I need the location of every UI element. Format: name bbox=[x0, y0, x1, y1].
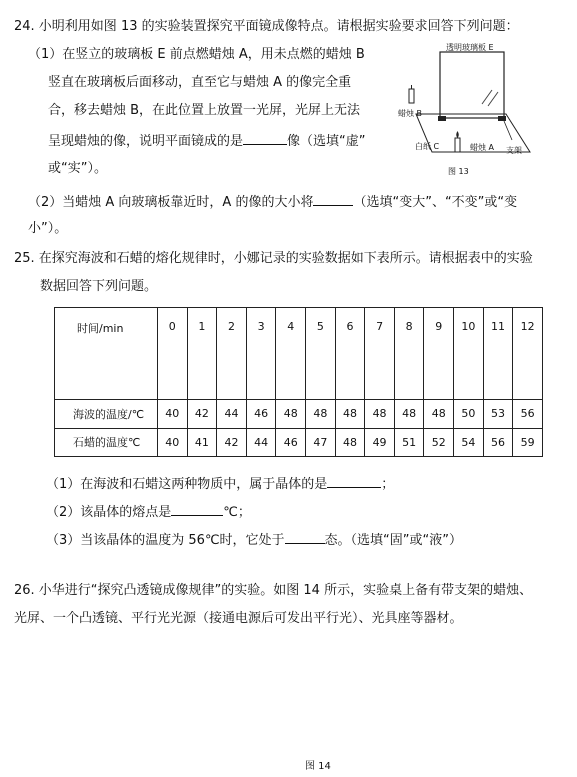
table-header-row bbox=[55, 308, 543, 400]
q25-line2: 数据回答下列问题。 bbox=[40, 279, 158, 294]
answer-blank-melting-point[interactable] bbox=[171, 503, 223, 516]
figure-13 bbox=[398, 42, 548, 182]
temp-cell: 48 bbox=[276, 400, 306, 429]
melting-data-table bbox=[54, 307, 543, 457]
time-cell: 9 bbox=[424, 308, 454, 400]
label-glass-e: 透明玻璃板 E bbox=[446, 43, 494, 52]
candle-a-flame bbox=[456, 131, 459, 138]
temp-cell: 51 bbox=[394, 428, 424, 457]
q25-sub2 bbox=[46, 503, 251, 521]
temp-cell: 48 bbox=[394, 400, 424, 429]
candle-a bbox=[455, 138, 460, 152]
q25-sub1-end: ； bbox=[381, 477, 395, 492]
answer-blank-image-size[interactable] bbox=[313, 193, 353, 206]
time-cell: 11 bbox=[483, 308, 513, 400]
q24-part1-line2: 竖直在玻璃板后面移动，直至它与蜡烛 A 的像完全重 bbox=[48, 75, 352, 90]
temp-cell: 52 bbox=[424, 428, 454, 457]
q25-sub3-text: （3）当该晶体的温度为 56℃时，它处于 bbox=[46, 533, 285, 548]
time-cell: 1 bbox=[187, 308, 217, 400]
temp-cell: 40 bbox=[158, 428, 188, 457]
label-candle-b: 蜡烛 B bbox=[398, 109, 423, 118]
q26-line2: 光屏、一个凸透镜、平行光光源（接通电源后可发出平行光）、光具座等器材。 bbox=[14, 611, 463, 626]
q24-part1-line4-text: 呈现蜡烛的像，说明平面镜成的是 bbox=[48, 134, 244, 149]
temp-cell: 48 bbox=[335, 428, 365, 457]
q24-part2-line2: 小”）。 bbox=[28, 221, 68, 236]
q24-part1-line5: 或“实”）。 bbox=[48, 161, 107, 176]
q25-sub3-end: 态。（选填“固”或“液”） bbox=[324, 533, 462, 548]
temp-cell: 44 bbox=[246, 428, 276, 457]
q24-part2-tail: （选填“变大”、“不变”或“变 bbox=[353, 195, 518, 210]
temp-cell: 56 bbox=[483, 428, 513, 457]
temp-cell: 48 bbox=[335, 400, 365, 429]
q24-part1-line4-tail: 像（选填“虚” bbox=[287, 134, 366, 149]
answer-blank-virtual-real[interactable] bbox=[243, 132, 287, 145]
time-cell: 8 bbox=[394, 308, 424, 400]
temp-cell: 50 bbox=[454, 400, 484, 429]
answer-blank-crystal[interactable] bbox=[327, 475, 381, 488]
q24-part1-line4 bbox=[48, 132, 366, 150]
time-cell: 2 bbox=[217, 308, 247, 400]
temp-cell: 48 bbox=[365, 400, 395, 429]
temp-cell: 46 bbox=[276, 428, 306, 457]
q25-sub2-end: ℃； bbox=[223, 505, 251, 520]
temp-cell: 46 bbox=[246, 400, 276, 429]
q25-sub2-text: （2）该晶体的熔点是 bbox=[46, 505, 172, 520]
q25-sub1 bbox=[46, 475, 394, 493]
q26-line1: 26. 小华进行“探究凸透镜成像规律”的实验。如图 14 所示，实验桌上备有带支架的蜡烛、 bbox=[14, 583, 533, 598]
temp-cell: 48 bbox=[424, 400, 454, 429]
time-cell: 7 bbox=[365, 308, 395, 400]
table-row-hypo bbox=[55, 400, 543, 429]
q24-part1-line3: 合，移去蜡烛 B，在此位置上放置一光屏，光屏上无法 bbox=[48, 103, 361, 118]
temp-cell: 59 bbox=[513, 428, 543, 457]
table-row-paraffin bbox=[55, 428, 543, 457]
candle-b bbox=[409, 89, 414, 103]
time-cell: 12 bbox=[513, 308, 543, 400]
time-cell: 0 bbox=[158, 308, 188, 400]
temp-cell: 41 bbox=[187, 428, 217, 457]
temp-cell: 42 bbox=[187, 400, 217, 429]
time-cell: 3 bbox=[246, 308, 276, 400]
time-cell: 6 bbox=[335, 308, 365, 400]
stand-right bbox=[498, 116, 506, 121]
header-time-label: 时间/min bbox=[55, 308, 158, 400]
temp-cell: 40 bbox=[158, 400, 188, 429]
q25-line1: 25. 在探究海波和石蜡的熔化规律时，小娜记录的实验数据如下表所示。请根据表中的实验 bbox=[14, 251, 533, 266]
time-cell: 10 bbox=[454, 308, 484, 400]
label-candle-a: 蜡烛 A bbox=[470, 143, 495, 152]
temp-cell: 48 bbox=[306, 400, 336, 429]
temp-cell: 53 bbox=[483, 400, 513, 429]
temp-cell: 49 bbox=[365, 428, 395, 457]
temp-cell: 56 bbox=[513, 400, 543, 429]
row-label-paraffin: 石蜡的温度℃ bbox=[55, 428, 158, 457]
q24-part2-text: （2）当蜡烛 A 向玻璃板靠近时，A 的像的大小将 bbox=[28, 195, 314, 210]
label-stand: 支架 bbox=[506, 146, 522, 155]
temp-cell: 47 bbox=[306, 428, 336, 457]
time-cell: 4 bbox=[276, 308, 306, 400]
glass-plate bbox=[440, 52, 504, 118]
q24-part1-line1: （1）在竖立的玻璃板 E 前点燃蜡烛 A，用未点燃的蜡烛 B bbox=[28, 47, 365, 62]
temp-cell: 54 bbox=[454, 428, 484, 457]
q25-sub3 bbox=[46, 531, 462, 549]
figure-14-caption: 图 14 bbox=[305, 761, 331, 772]
q24-part2-line1 bbox=[28, 193, 517, 211]
figure-13-caption: 图 13 bbox=[448, 167, 469, 176]
q24-title: 24. 小明利用如图 13 的实验装置探究平面镜成像特点。请根据实验要求回答下列问题： bbox=[14, 19, 519, 34]
stand-left bbox=[438, 116, 446, 121]
label-paper-c: 白纸 C bbox=[415, 142, 440, 151]
q25-sub1-text: （1）在海波和石蜡这两种物质中，属于晶体的是 bbox=[46, 477, 328, 492]
temp-cell: 44 bbox=[217, 400, 247, 429]
row-label-hypo: 海波的温度/℃ bbox=[55, 400, 158, 429]
answer-blank-state[interactable] bbox=[285, 531, 325, 544]
temp-cell: 42 bbox=[217, 428, 247, 457]
time-cell: 5 bbox=[306, 308, 336, 400]
